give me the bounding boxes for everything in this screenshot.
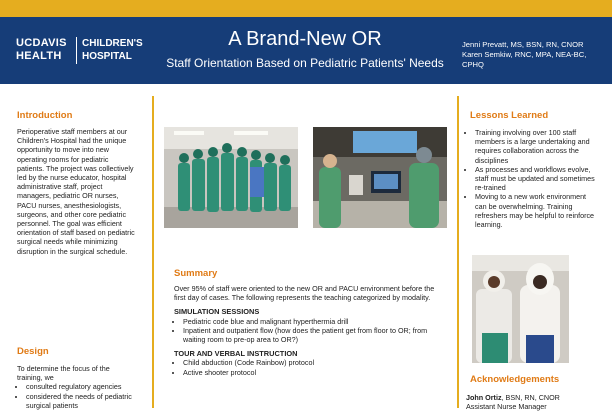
logo-divider <box>76 37 77 64</box>
design-list <box>17 382 135 410</box>
ucdavis-childrens-logo <box>16 37 144 67</box>
training-room-photo <box>313 127 447 228</box>
summary-paragraph: Over 95% of staff were oriented to the new OR and PACU environment before the first day of cases. The following represents the teaching categorized by modality. <box>174 284 435 303</box>
acknowledgement-name-line <box>466 393 606 402</box>
design-intro: To determine the focus of the training, we <box>17 364 110 383</box>
acknowledgements-text <box>466 393 606 411</box>
poster-header <box>0 17 612 84</box>
introduction-text <box>17 127 135 256</box>
column-divider-1 <box>152 96 154 408</box>
top-accent-bar <box>0 0 612 17</box>
design-text <box>17 364 135 410</box>
lesson-item: • Training involving over 100 staff members is a large undertaking and requires collaboration across the disciplines <box>475 128 596 165</box>
tour-item: • Active shooter protocol <box>183 368 444 377</box>
design-heading: Design <box>17 346 49 357</box>
protective-gear-photo <box>472 255 569 363</box>
training-room-photo-image <box>313 127 447 228</box>
staff-group-photo-image <box>164 127 298 228</box>
column-divider-2 <box>457 96 459 408</box>
author-2: Karen Semkiw, RNC, MPA, NEA-BC, CPHQ <box>462 50 587 69</box>
introduction-heading: Introduction <box>17 110 73 121</box>
logo-line4: HOSPITAL <box>82 51 132 62</box>
design-item: • considered the needs of pediatric surgical patients <box>26 392 135 410</box>
lesson-item: • Moving to a new work environment can be overwhelming. Training refreshers may be helpful to reinforce learning. <box>475 192 596 229</box>
acknowledgement-credentials: , BSN, RN, CNOR <box>501 393 560 402</box>
logo-line3: CHILDREN'S <box>82 38 143 49</box>
simulation-item: • Inpatient and outpatient flow (how does the patient get from floor to OR; from waiting room to pre-op area to OR?) <box>183 326 444 344</box>
acknowledgements-heading: Acknowledgements <box>470 374 560 385</box>
summary-text <box>174 284 444 377</box>
author-1: Jenni Prevatt, MS, BSN, RN, CNOR <box>462 40 584 49</box>
lessons-learned-heading: Lessons Learned <box>470 110 549 121</box>
lesson-item: • As processes and workflows evolve, staff must be updated and sometimes re-trained <box>475 165 596 193</box>
authors <box>462 40 610 70</box>
poster-title: A Brand-New OR <box>228 28 382 50</box>
staff-group-photo <box>164 127 298 228</box>
simulation-sessions-heading: SIMULATION SESSIONS <box>174 307 260 317</box>
tour-instruction-heading: TOUR AND VERBAL INSTRUCTION <box>174 349 298 359</box>
simulation-item: • Pediatric code blue and malignant hyperthermia drill <box>183 317 444 326</box>
tour-list <box>174 358 444 376</box>
design-item: • consulted regulatory agencies <box>26 382 135 391</box>
acknowledgement-role: Assistant Nurse Manager <box>466 402 547 411</box>
acknowledgement-name: John Ortiz <box>466 393 502 402</box>
lessons-list <box>466 128 596 229</box>
logo-line2: HEALTH <box>16 50 62 62</box>
summary-heading: Summary <box>174 268 218 279</box>
introduction-paragraph: Perioperative staff members at our Children's Hospital had the unique opportunity to move into new operating rooms for pediatric patients. The project was collectively led by the nurse educator, hospital administrative staff, project managers, pediatric OR nurses, PACU nurses, anesthesiologists, surgeons, and other core pediatric personnel. The goal was efficient orientation of staff based on pediatric surgical needs while minimizing disruption in the surgical schedule. <box>17 127 135 256</box>
logo-line1: UCDAVIS <box>16 37 67 49</box>
lessons-learned-text <box>466 128 596 229</box>
simulation-list <box>174 317 444 345</box>
poster-subtitle: Staff Orientation Based on Pediatric Patients' Needs <box>166 56 444 70</box>
protective-gear-photo-image <box>472 255 569 363</box>
tour-item: • Child abduction (Code Rainbow) protocol <box>183 358 444 367</box>
